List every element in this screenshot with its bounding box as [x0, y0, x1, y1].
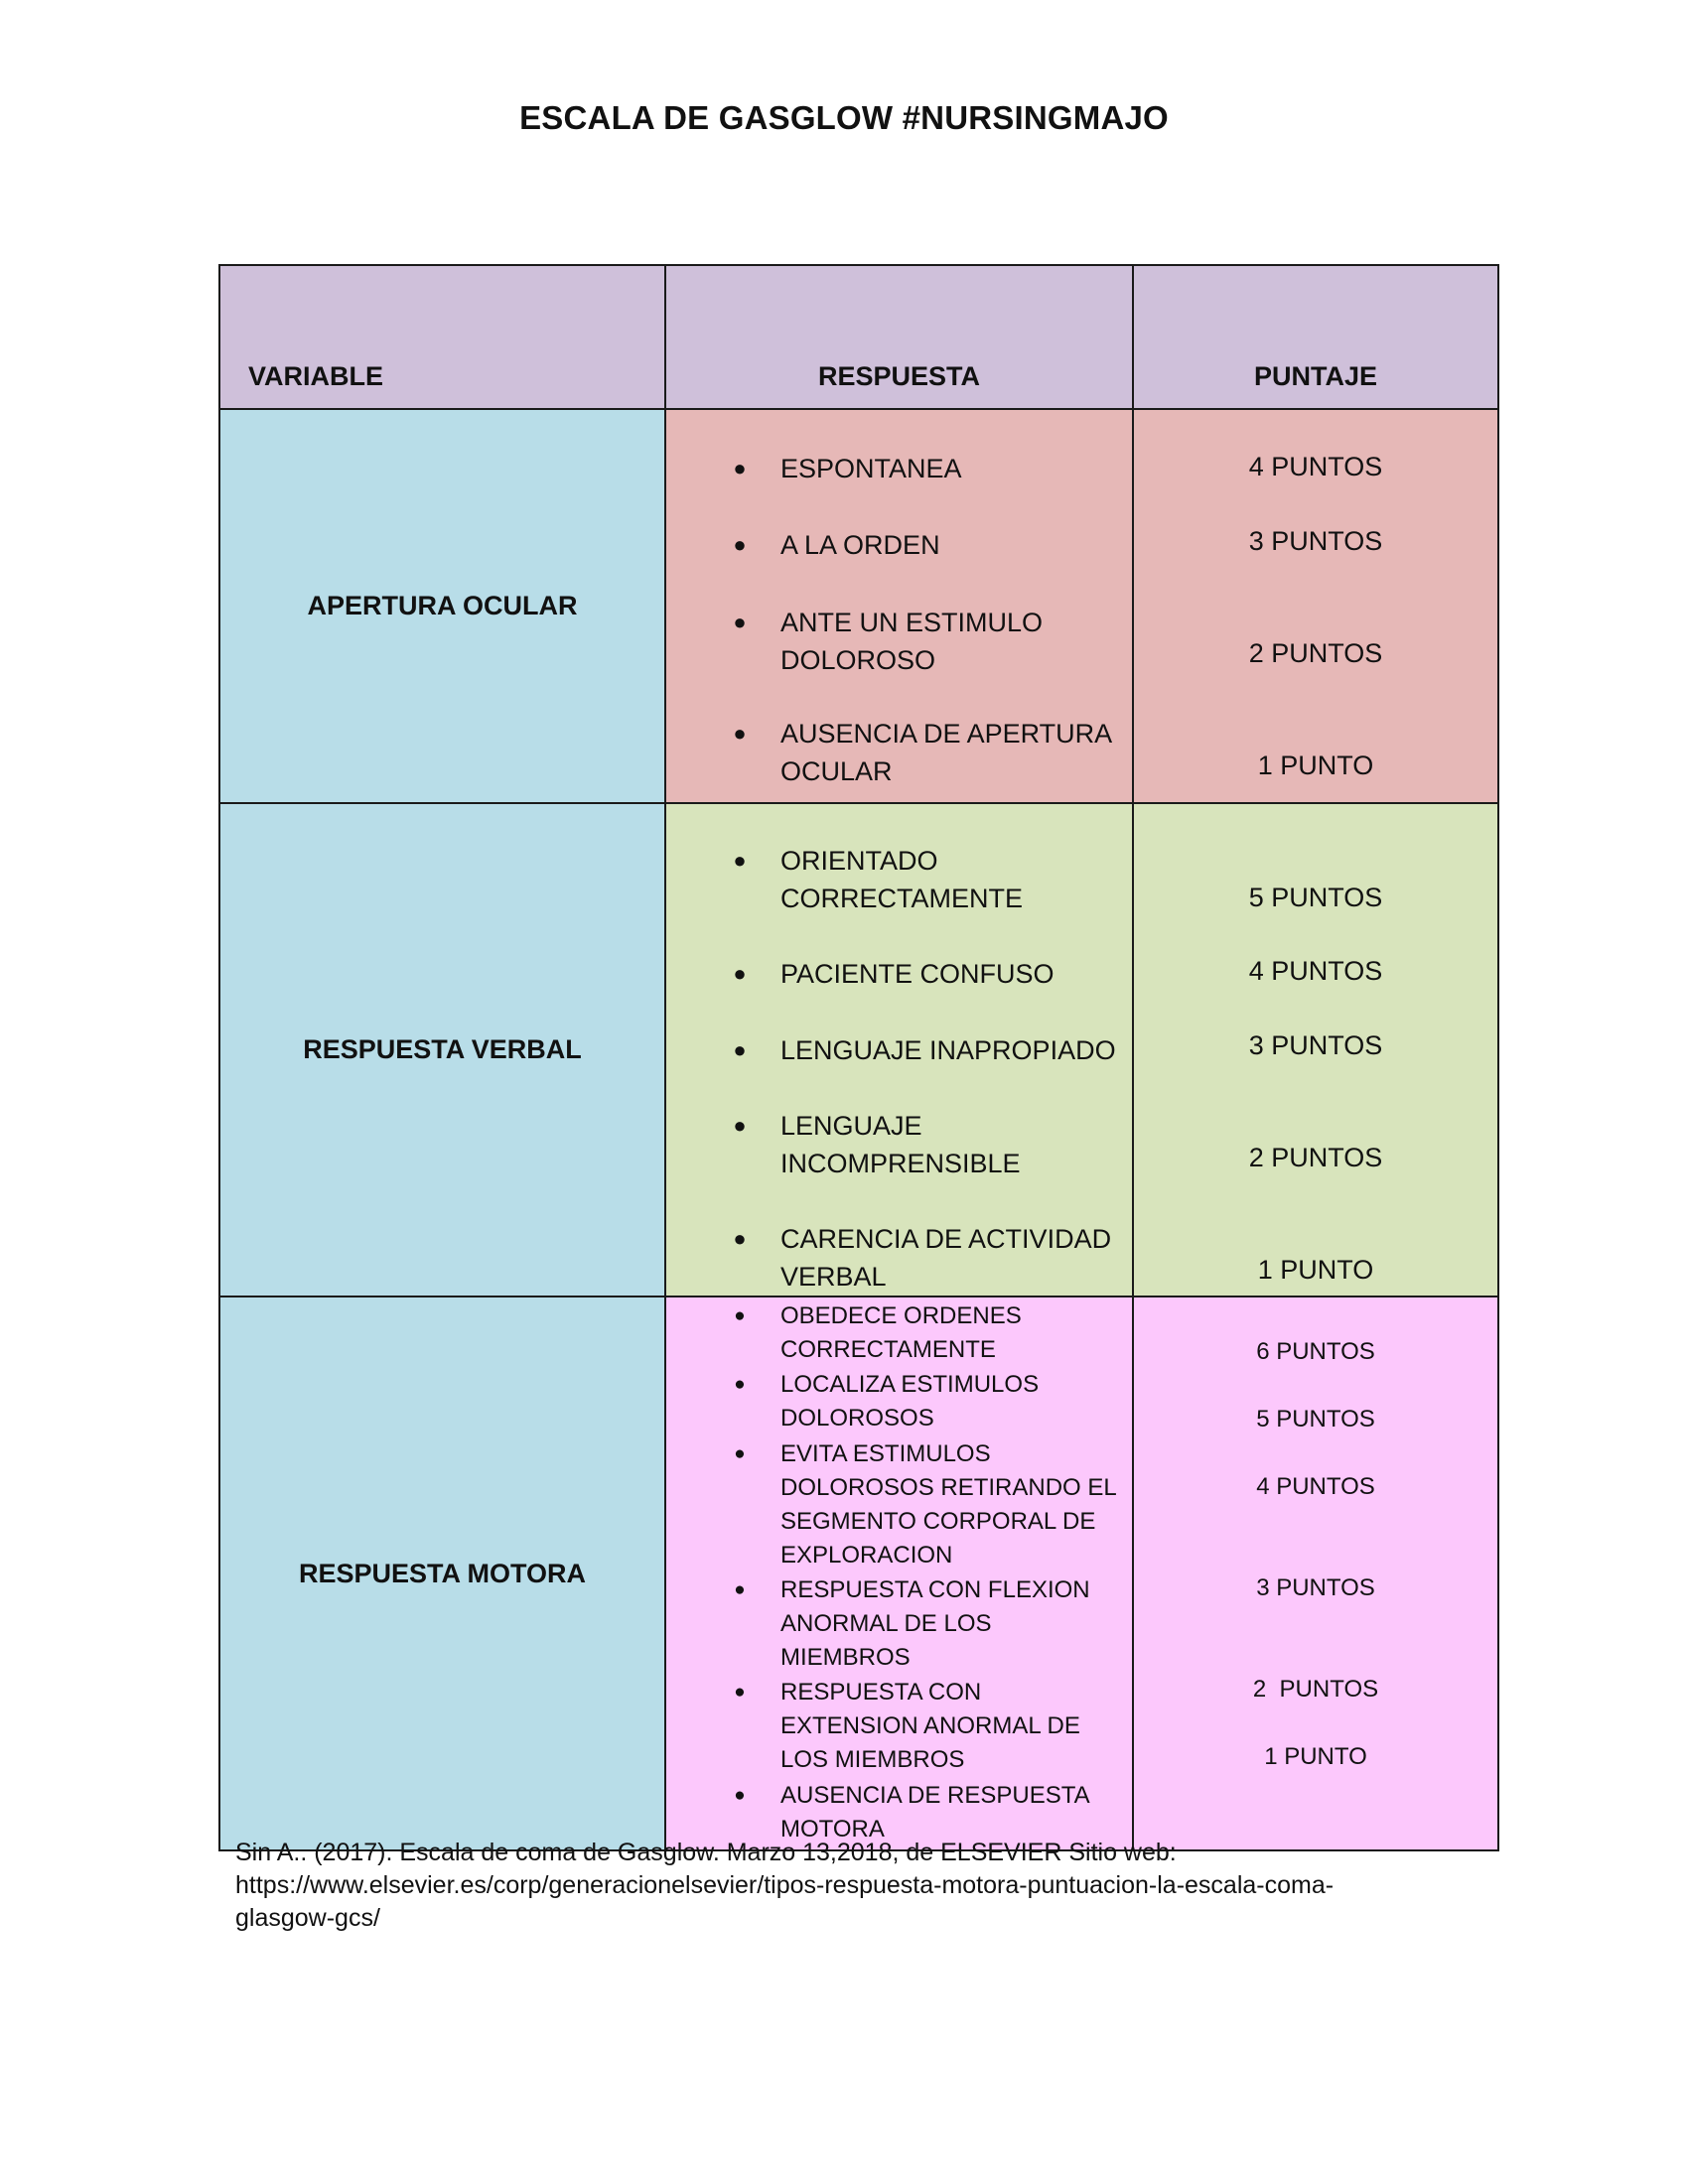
bullet-icon: ●	[733, 1226, 747, 1251]
points-value: 1 PUNTO	[1264, 1743, 1367, 1770]
bullet-icon: ●	[734, 1443, 746, 1464]
response-item	[666, 1676, 1123, 1777]
table-row-apertura-ocular	[219, 409, 1498, 803]
table-row-respuesta-motora	[219, 1297, 1498, 1850]
responses-respuesta-motora	[665, 1297, 1133, 1850]
points-apertura-ocular	[1133, 409, 1498, 803]
points-respuesta-verbal	[1133, 803, 1498, 1297]
bullet-icon: ●	[733, 1113, 747, 1138]
header-respuesta: RESPUESTA	[665, 265, 1133, 409]
response-item	[666, 955, 1123, 993]
response-item	[666, 842, 1123, 917]
response-text: ESPONTANEA	[780, 454, 962, 483]
points-respuesta-motora	[1133, 1297, 1498, 1850]
bullet-icon: ●	[733, 1037, 747, 1062]
bullet-icon: ●	[733, 961, 747, 986]
points-value: 3 PUNTOS	[1256, 1574, 1375, 1601]
response-item	[666, 450, 1123, 487]
bullet-icon: ●	[733, 721, 747, 746]
responses-respuesta-verbal	[665, 803, 1133, 1297]
bullet-icon: ●	[733, 456, 747, 480]
bullet-icon: ●	[734, 1682, 746, 1703]
variable-respuesta-verbal: RESPUESTA VERBAL	[219, 803, 665, 1297]
points-value: 3 PUNTOS	[1248, 526, 1383, 556]
points-value: 5 PUNTOS	[1256, 1406, 1375, 1433]
bullet-icon: ●	[734, 1579, 746, 1600]
points-value: 2 PUNTOS	[1252, 1676, 1379, 1703]
response-item	[666, 604, 1123, 679]
points-value: 1 PUNTO	[1257, 1255, 1374, 1285]
citation-url-continued[interactable]: glasgow-gcs/	[235, 1904, 380, 1932]
citation	[235, 1837, 1467, 1935]
response-text: LENGUAJE INCOMPRENSIBLE	[780, 1111, 1021, 1178]
header-variable: VARIABLE	[219, 265, 665, 409]
bullet-icon: ●	[734, 1785, 746, 1806]
points-value: 2 PUNTOS	[1248, 638, 1383, 668]
citation-url[interactable]: https://www.elsevier.es/corp/generacionelsevier/tipos-respuesta-motora-puntuacion-la-escala-coma-	[235, 1871, 1335, 1899]
response-text: RESPUESTA CON EXTENSION ANORMAL DE LOS MIEMBROS	[780, 1679, 1080, 1773]
points-value: 4 PUNTOS	[1256, 1473, 1375, 1500]
citation-line: Sin A.. (2017). Escala de coma de Gasglow. Marzo 13,2018, de ELSEVIER Sitio web:	[235, 1839, 1177, 1866]
table-row-respuesta-verbal	[219, 803, 1498, 1297]
page-title: ESCALA DE GASGLOW #NURSINGMAJO	[519, 99, 1169, 136]
response-item	[666, 715, 1123, 790]
points-value: 6 PUNTOS	[1256, 1338, 1375, 1365]
header-puntaje: PUNTAJE	[1133, 265, 1498, 409]
points-value: 3 PUNTOS	[1248, 1030, 1383, 1060]
variable-respuesta-motora: RESPUESTA MOTORA	[219, 1297, 665, 1850]
response-text: AUSENCIA DE APERTURA OCULAR	[780, 719, 1111, 786]
response-text: ORIENTADO CORRECTAMENTE	[780, 846, 1024, 913]
response-text: LOCALIZA ESTIMULOS DOLOROSOS	[780, 1371, 1040, 1432]
points-value: 1 PUNTO	[1257, 751, 1374, 780]
response-text: CARENCIA DE ACTIVIDAD VERBAL	[780, 1224, 1112, 1292]
bullet-icon: ●	[733, 610, 747, 634]
bullet-icon: ●	[734, 1305, 746, 1326]
response-text: A LA ORDEN	[780, 530, 940, 560]
response-text: LENGUAJE INAPROPIADO	[780, 1035, 1116, 1065]
responses-apertura-ocular	[665, 409, 1133, 803]
response-item	[666, 1299, 1123, 1367]
table-header-row	[219, 265, 1498, 409]
response-item	[666, 1220, 1123, 1296]
points-value: 4 PUNTOS	[1248, 956, 1383, 986]
response-item	[666, 526, 1123, 564]
bullet-icon: ●	[733, 848, 747, 873]
response-item	[666, 1031, 1123, 1069]
points-value: 4 PUNTOS	[1248, 452, 1383, 481]
response-item	[666, 1368, 1123, 1435]
response-text: OBEDECE ORDENES CORRECTAMENTE	[780, 1302, 1022, 1363]
response-text: PACIENTE CONFUSO	[780, 959, 1055, 989]
points-value: 5 PUNTOS	[1248, 883, 1383, 912]
response-item	[666, 1107, 1123, 1182]
response-text: ANTE UN ESTIMULO DOLOROSO	[780, 608, 1044, 675]
response-text: AUSENCIA DE RESPUESTA MOTORA	[780, 1782, 1089, 1843]
bullet-icon: ●	[734, 1374, 746, 1395]
response-item	[666, 1573, 1123, 1675]
response-item	[666, 1437, 1123, 1572]
variable-apertura-ocular: APERTURA OCULAR	[219, 409, 665, 803]
response-text: RESPUESTA CON FLEXION ANORMAL DE LOS MIEMBROS	[780, 1576, 1090, 1671]
bullet-icon: ●	[733, 532, 747, 557]
glasgow-scale-table	[218, 264, 1499, 1851]
points-value: 2 PUNTOS	[1248, 1143, 1383, 1172]
response-text: EVITA ESTIMULOS DOLOROSOS RETIRANDO EL SEGMENTO CORPORAL DE EXPLORACION	[780, 1440, 1116, 1569]
